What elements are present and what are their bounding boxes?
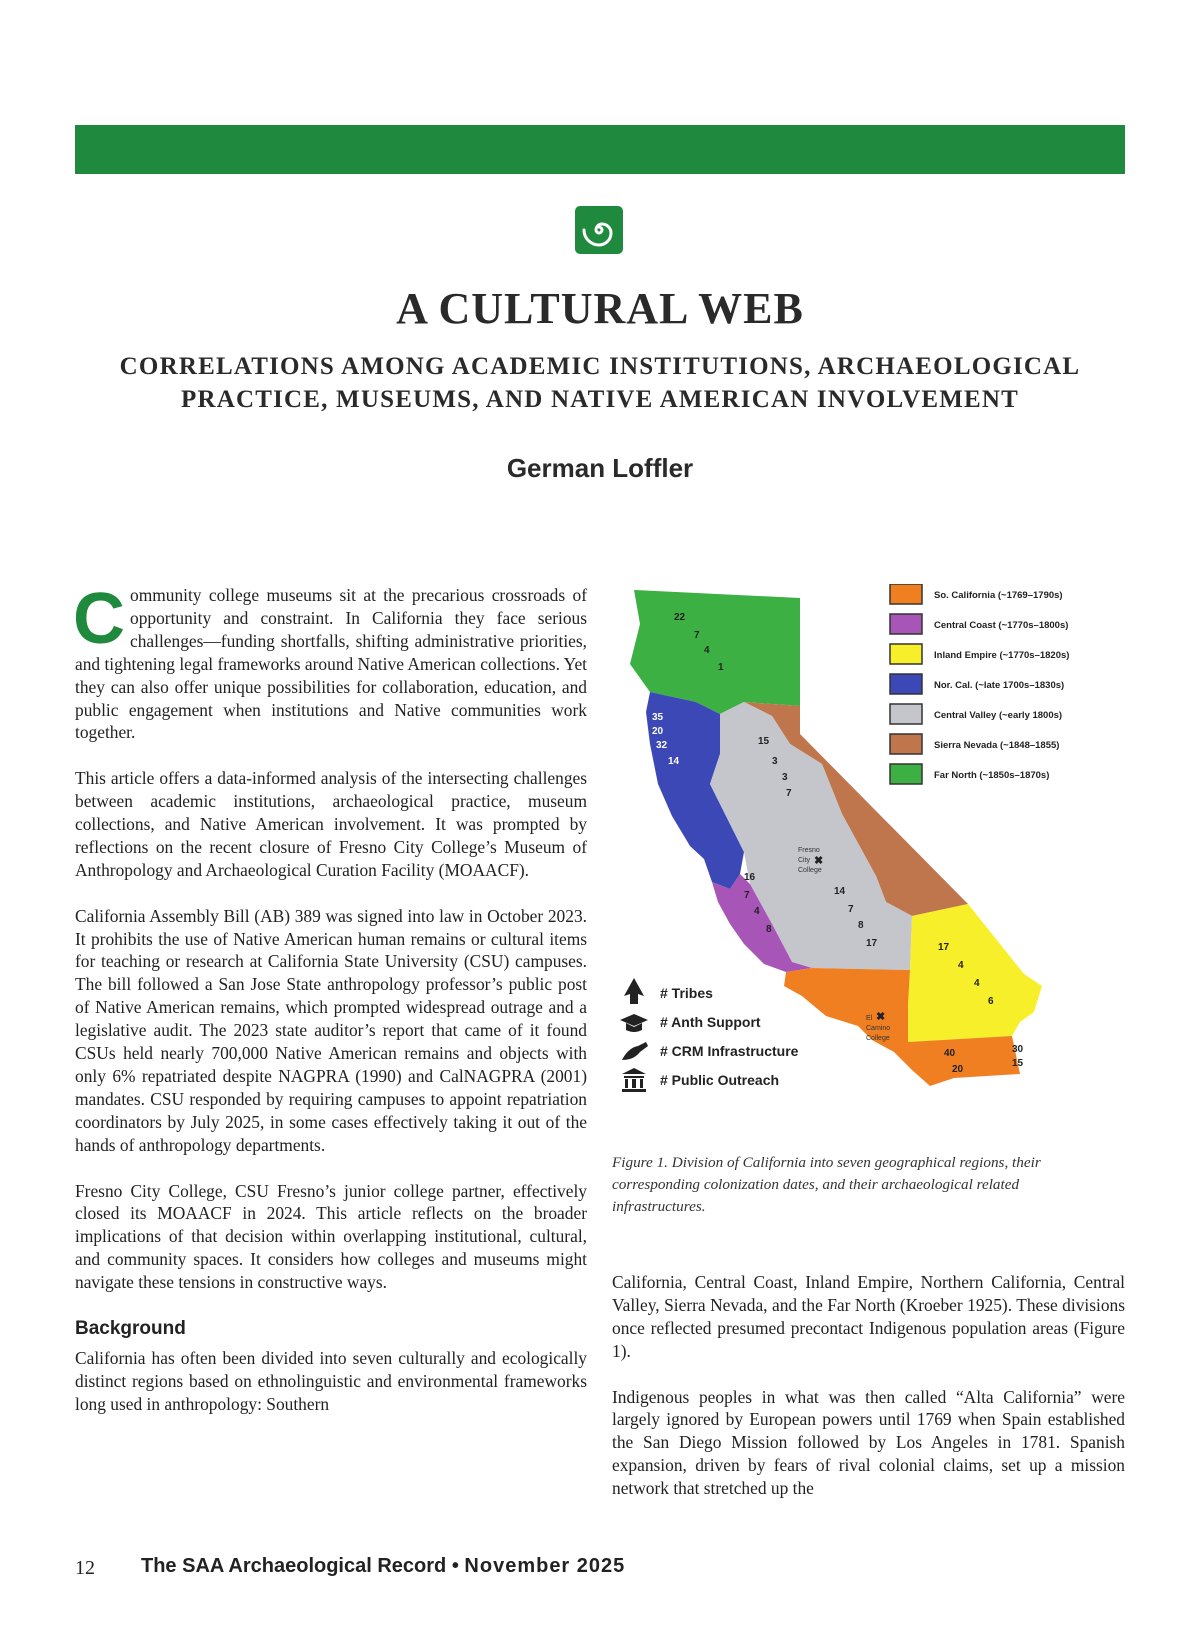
map-regions bbox=[630, 590, 1042, 1086]
footer-bullet: • bbox=[451, 1555, 459, 1577]
california-regions-map bbox=[612, 584, 1124, 1154]
legend-item-so-cal bbox=[890, 584, 1063, 604]
x-marker-icon: ✖ bbox=[814, 855, 824, 867]
svg-text:City: City bbox=[798, 857, 811, 864]
graduation-cap-icon bbox=[620, 1014, 648, 1032]
count-far-north-outreach: 1 bbox=[718, 662, 724, 673]
count-far-north-tribes: 22 bbox=[674, 612, 686, 623]
journal-name: The SAA Archaeological Record bbox=[141, 1555, 447, 1577]
paragraph-7: Indigenous peoples in what was then called “Alta California” were largely ignored by European powers until 1769 when Spain established the San Diego Mission followed by Los Angeles in 1781. Spanish expansion, driven by fears of rival colonial claims, set up a mission network that stretched up the bbox=[612, 1386, 1125, 1499]
legend-item-inland-empire bbox=[890, 644, 1069, 664]
region-inland-empire bbox=[908, 904, 1042, 1042]
svg-text:# CRM Infrastructure: # CRM Infrastructure bbox=[660, 1043, 799, 1059]
icon-legend bbox=[620, 978, 799, 1092]
article-subtitle: CORRELATIONS AMONG ACADEMIC INSTITUTIONS, ARCHAEOLOGICAL PRACTICE, MUSEUMS, AND NATIVE AMERICAN INVOLVEMENT bbox=[119, 353, 1081, 413]
region-legend bbox=[890, 584, 1069, 784]
figure-caption: Figure 1. Division of California into seven geographical regions, their corresponding colonization dates, and their archaeological related infrastructures. bbox=[612, 1154, 1041, 1215]
count-central-valley-anth: 7 bbox=[848, 904, 854, 915]
count-central-valley-outreach: 17 bbox=[866, 938, 878, 949]
icon-legend-anth-support bbox=[620, 1014, 761, 1032]
svg-text:El: El bbox=[866, 1015, 873, 1022]
count-inland-empire-anth: 4 bbox=[958, 960, 964, 971]
count-inland-empire-tribes: 17 bbox=[938, 942, 950, 953]
legend-item-central-coast bbox=[890, 614, 1068, 634]
section-heading-background: Background bbox=[75, 1317, 186, 1339]
article-title: A CULTURAL WEB bbox=[396, 284, 804, 333]
count-sierra-crm: 3 bbox=[782, 772, 788, 783]
icon-legend-crm bbox=[622, 1042, 799, 1060]
svg-text:Sierra Nevada (~1848–1855): Sierra Nevada (~1848–1855) bbox=[934, 740, 1060, 751]
article-author: German Loffler bbox=[506, 453, 694, 483]
svg-text:So. California (~1769–1790s): So. California (~1769–1790s) bbox=[934, 590, 1063, 601]
right-column bbox=[612, 1271, 1125, 1523]
legend-item-nor-cal bbox=[890, 674, 1064, 694]
svg-text:Inland Empire (~1770s–1820s): Inland Empire (~1770s–1820s) bbox=[934, 650, 1070, 661]
count-central-coast-tribes: 16 bbox=[744, 872, 756, 883]
legend-item-central-valley bbox=[890, 704, 1062, 724]
svg-text:College: College bbox=[866, 1035, 890, 1042]
paragraph-1: Community college museums sit at the precarious crossroads of opportunity and constraint. In California they face serious challenges—funding shortfalls, shifting administrative priorities, and tightening legal frameworks around Native American collections. Yet they can also offer unique possibilities for collaboration, education, and public engagement when institutions and Native communities work together. bbox=[73, 579, 587, 743]
legend-item-far-north bbox=[890, 764, 1049, 784]
svg-text:# Public Outreach: # Public Outreach bbox=[660, 1072, 780, 1088]
spiral-logo-icon bbox=[573, 204, 625, 256]
svg-text:College: College bbox=[798, 867, 822, 874]
issue-date: November 2025 bbox=[464, 1555, 626, 1577]
journal-line bbox=[141, 1555, 625, 1578]
count-central-coast-crm: 4 bbox=[754, 906, 760, 917]
trowel-icon bbox=[622, 1042, 648, 1060]
page-number: 12 bbox=[75, 1557, 95, 1579]
count-central-valley-crm: 8 bbox=[858, 920, 864, 931]
svg-text:Nor. Cal. (~late 1700s–1830s): Nor. Cal. (~late 1700s–1830s) bbox=[934, 680, 1065, 691]
count-nor-cal-crm: 32 bbox=[656, 740, 668, 751]
paragraph-2: This article offers a data-informed analysis of the intersecting challenges between academic institutions, archaeological practice, museum collections, and Native American involvement. It was prompted by reflections on the recent closure of Fresno City College’s Museum of Anthropology and Archaeological Curation Facility (MOAACF). bbox=[75, 768, 587, 880]
paragraph-3: California Assembly Bill (AB) 389 was signed into law in October 2023. It prohibits the use of Native American human remains or cultural items for teaching or research at California State University (CSU) campuses. The bill followed a San Jose State anthropology professor’s public post of Native American remains, which prompted widespread outrage and a legislative audit. The 2023 state auditor’s report that came of it found CSUs held nearly 700,000 Native American remains and objects with only 6% repatriated despite NAGPRA (1990) and CalNAGPRA (2001) mandates. CSU responded by requiring campuses to appoint repatriation coordinators by July 2025, in some cases effectively taking it out of the hands of anthropology departments. bbox=[75, 905, 587, 1155]
svg-text:Camino: Camino bbox=[866, 1025, 891, 1032]
paragraph-4: Fresno City College, CSU Fresno’s junior college partner, effectively closed its MOAACF in 2024. This article reflects on the broader implications of that decision within overlapping institutional, cultural, and community spaces. It considers how colleges and museums might navigate these tensions in constructive ways. bbox=[75, 1180, 587, 1293]
count-nor-cal-tribes: 35 bbox=[652, 712, 664, 723]
paragraph-5: California has often been divided into seven culturally and ecologically distinct regions based on ethnolinguistic and environmental frameworks long used in anthropology: Southern bbox=[75, 1347, 587, 1414]
count-sierra-outreach: 7 bbox=[786, 788, 792, 799]
paragraph-6: California, Central Coast, Inland Empire, Northern California, Central Valley, Sierra Nevada, and the Far North (Kroeber 1925). These divisions once reflected presumed precontact Indigenous population areas (Figure 1). bbox=[612, 1272, 1125, 1361]
arrowhead-icon bbox=[624, 978, 644, 1004]
drop-cap: C bbox=[73, 579, 125, 659]
count-inland-empire-outreach: 6 bbox=[988, 996, 994, 1007]
count-far-north-anth: 7 bbox=[694, 630, 700, 641]
legend-item-sierra-nevada bbox=[890, 734, 1059, 754]
svg-text:Fresno: Fresno bbox=[798, 847, 820, 854]
count-so-cal-anth: 20 bbox=[952, 1064, 964, 1075]
count-sierra-tribes: 15 bbox=[758, 736, 770, 747]
count-nor-cal-outreach: 14 bbox=[668, 756, 680, 767]
count-far-north-crm: 4 bbox=[704, 645, 710, 656]
count-sierra-anth: 3 bbox=[772, 756, 778, 767]
header-green-bar bbox=[75, 125, 1125, 174]
count-central-coast-outreach: 8 bbox=[766, 924, 772, 935]
count-so-cal-crm: 30 bbox=[1012, 1044, 1024, 1055]
count-so-cal-tribes: 40 bbox=[944, 1048, 956, 1059]
count-nor-cal-anth: 20 bbox=[652, 726, 664, 737]
count-central-valley-tribes: 14 bbox=[834, 886, 846, 897]
count-so-cal-outreach: 15 bbox=[1012, 1058, 1024, 1069]
count-inland-empire-crm: 4 bbox=[974, 978, 980, 989]
svg-text:Far North (~1850s–1870s): Far North (~1850s–1870s) bbox=[934, 770, 1050, 781]
svg-text:Central Coast (~1770s–1800s): Central Coast (~1770s–1800s) bbox=[934, 620, 1069, 631]
svg-text:Central Valley (~early 1800s): Central Valley (~early 1800s) bbox=[934, 710, 1063, 721]
icon-legend-tribes bbox=[624, 978, 713, 1004]
svg-text:# Anth Support: # Anth Support bbox=[660, 1014, 761, 1030]
count-central-coast-anth: 7 bbox=[744, 890, 750, 901]
museum-icon bbox=[622, 1068, 646, 1092]
icon-legend-outreach bbox=[622, 1068, 779, 1092]
svg-text:# Tribes: # Tribes bbox=[660, 985, 713, 1001]
x-marker-icon: ✖ bbox=[876, 1011, 886, 1023]
left-column bbox=[73, 579, 587, 1439]
